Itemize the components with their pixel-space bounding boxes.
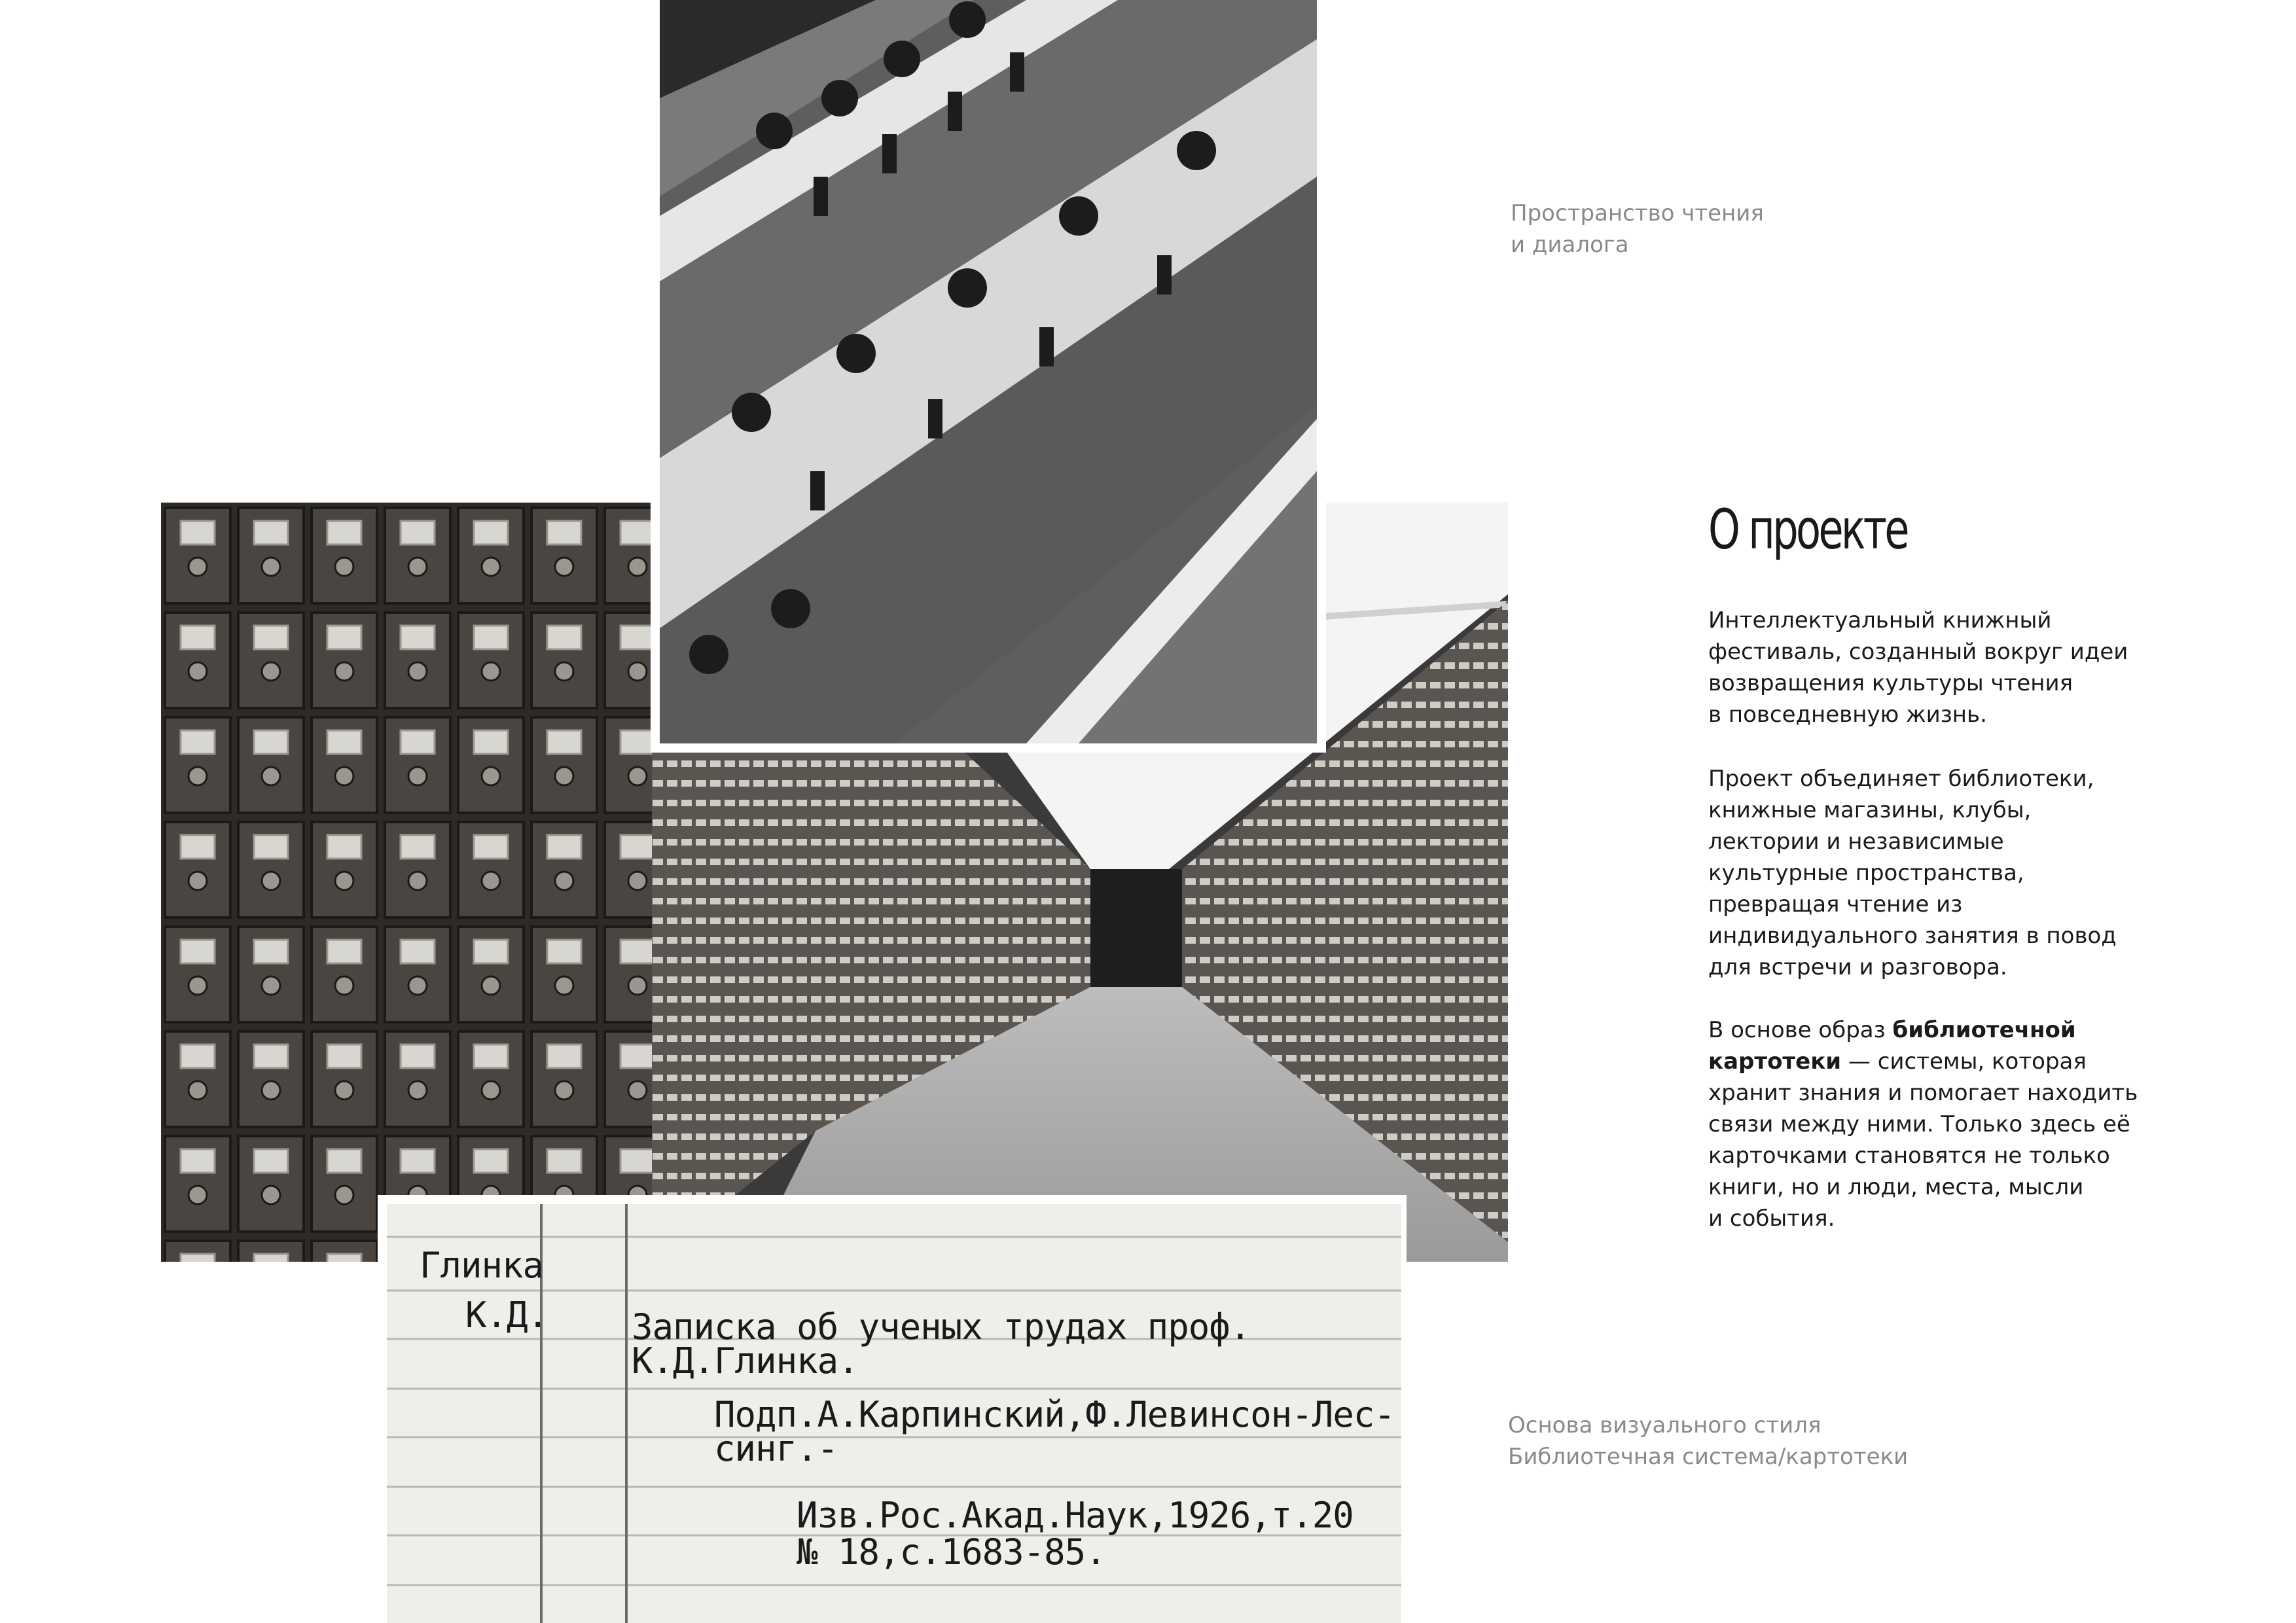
paragraph-line: связи между ними. Только здесь её [1708,1111,2130,1137]
about-paragraph-1 [1708,605,2179,730]
caption-reading-space [1511,198,1764,260]
paragraph-line: Интеллектуальный книжный [1708,607,2052,633]
paragraph-line: и события. [1708,1205,1835,1232]
about-paragraph-3 [1708,1014,2179,1234]
reading-space-photo-frame [660,0,1317,743]
paragraph-text: — системы, которая [1841,1048,2087,1075]
reading-space-photo [651,0,1326,753]
paragraph-line: книжные магазины, клубы, [1708,797,2032,823]
paragraph-line: для встречи и разговора. [1708,954,2007,980]
paragraph-line: культурные пространства, [1708,860,2024,886]
paragraph-line: книги, но и люди, места, мысли [1708,1174,2084,1200]
about-paragraph-2 [1708,763,2179,983]
paragraph-line: фестиваль, созданный вокруг идеи [1708,639,2128,665]
card-title-line-1: Записка об ученых трудах проф. [632,1306,1251,1347]
catalogue-card-frame [387,1204,1401,1623]
paragraph-text: В основе образ [1708,1017,1893,1043]
card-surname: Глинка [420,1245,544,1286]
card-source-line-1: Изв.Рос.Акад.Наук,1926,т.20 [797,1495,1354,1536]
caption-line: и диалога [1511,232,1629,258]
paragraph-line: лектории и независимые [1708,829,2004,855]
card-title-line-2: К.Д.Глинка. [632,1340,859,1382]
emphasis-text: библиотечной [1892,1017,2076,1043]
card-signers-line-2: синг.- [714,1428,838,1469]
card-signers-line-1: Подп.А.Карпинский,Ф.Левинсон-Лес- [714,1394,1395,1435]
catalogue-card-photo [378,1195,1407,1623]
caption-line: Основа визуального стиля [1508,1412,1821,1438]
paragraph-line [1708,1014,2179,1046]
paragraph-line: Проект объединяет библиотеки, [1708,766,2094,792]
paragraph-line: хранит знания и помогает находить [1708,1080,2138,1106]
paragraph-line: в повседневную жизнь. [1708,702,1987,728]
about-title: О проекте [1708,497,1907,562]
card-source-line-2: № 18,с.1683-85. [797,1531,1106,1573]
paragraph-line: индивидуального занятия в повод [1708,923,2117,949]
caption-line: Пространство чтения [1511,200,1764,226]
caption-visual-style [1508,1410,1908,1472]
paragraph-line: карточками становятся не только [1708,1143,2110,1169]
caption-line: Библиотечная система/картотеки [1508,1444,1909,1470]
paragraph-line: возвращения культуры чтения [1708,670,2073,696]
emphasis-text: картотеки [1708,1048,1842,1075]
paragraph-line [1708,1046,2179,1077]
card-initials: К.Д. [465,1294,548,1336]
paragraph-line: превращая чтение из [1708,891,1963,918]
